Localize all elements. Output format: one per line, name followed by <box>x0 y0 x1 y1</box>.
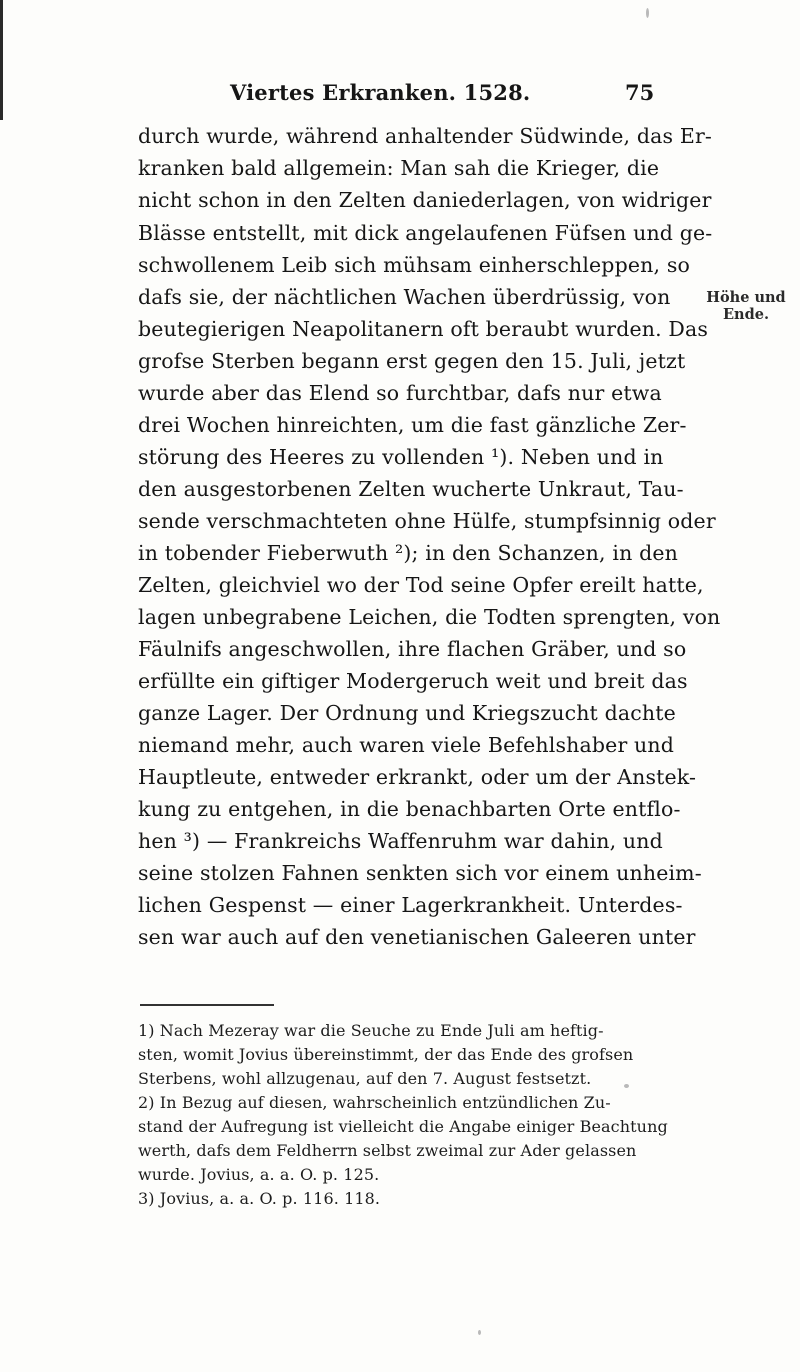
text-line: niemand mehr, auch waren viele Befehlshaber und <box>138 733 675 757</box>
text-line: lichen Gespenst — einer Lagerkrankheit. Unterdes- <box>138 893 683 917</box>
footnote-line: 1) Nach Mezeray war die Seuche zu Ende Juli am heftig- <box>138 1021 604 1040</box>
text-line: dafs sie, der nächtlichen Wachen überdrüssig, von <box>138 285 671 309</box>
footnote-line: 2) In Bezug auf diesen, wahrscheinlich entzündlichen Zu- <box>138 1093 611 1112</box>
running-head <box>0 80 800 110</box>
text-line: Fäulnifs angeschwollen, ihre flachen Gräber, und so <box>138 637 687 661</box>
footnote-line: wurde. Jovius, a. a. O. p. 125. <box>138 1165 380 1184</box>
marginal-note: Höhe und Ende. <box>706 289 786 323</box>
text-line: seine stolzen Fahnen senkten sich vor einem unheim- <box>138 861 702 885</box>
text-line: drei Wochen hinreichten, um die fast gänzliche Zer- <box>138 413 687 437</box>
text-line: sende verschmachteten ohne Hülfe, stumpfsinnig oder <box>138 509 716 533</box>
text-line: hen ³) — Frankreichs Waffenruhm war dahin, und <box>138 829 663 853</box>
footnote-line: Sterbens, wohl allzugenau, auf den 7. August festsetzt. <box>138 1069 592 1088</box>
text-line: durch wurde, während anhaltender Südwinde, das Er- <box>138 124 712 148</box>
page-number: 75 <box>625 80 655 105</box>
footnote-line: 3) Jovius, a. a. O. p. 116. 118. <box>138 1189 381 1208</box>
paper-speck <box>478 1330 481 1335</box>
text-line: nicht schon in den Zelten daniederlagen, von widriger <box>138 188 712 212</box>
footnote-rule <box>140 1004 274 1006</box>
text-line: Blässe entstellt, mit dick angelaufenen Füfsen und ge- <box>138 221 713 245</box>
text-line: Zelten, gleichviel wo der Tod seine Opfer ereilt hatte, <box>138 573 704 597</box>
text-line: kranken bald allgemein: Man sah die Krieger, die <box>138 156 660 180</box>
paper-speck <box>624 1084 629 1088</box>
text-line: ganze Lager. Der Ordnung und Kriegszucht dachte <box>138 701 676 725</box>
text-line: beutegierigen Neapolitanern oft beraubt wurden. Das <box>138 317 709 341</box>
text-line: erfüllte ein giftiger Modergeruch weit und breit das <box>138 669 688 693</box>
running-title: Viertes Erkranken. 1528. <box>230 80 531 105</box>
text-line: wurde aber das Elend so furchtbar, dafs nur etwa <box>138 381 662 405</box>
text-line: grofse Sterben begann erst gegen den 15. Juli, jetzt <box>138 349 686 373</box>
footnote-line: werth, dafs dem Feldherrn selbst zweimal zur Ader gelassen <box>138 1141 637 1160</box>
footnote-line: stand der Aufregung ist vielleicht die Angabe einiger Beachtung <box>138 1117 668 1136</box>
text-line: lagen unbegrabene Leichen, die Todten sprengten, von <box>138 605 721 629</box>
text-line: störung des Heeres zu vollenden ¹). Neben und in <box>138 445 664 469</box>
text-line: in tobender Fieberwuth ²); in den Schanzen, in den <box>138 541 678 565</box>
footnote-line: sten, womit Jovius übereinstimmt, der das Ende des grofsen <box>138 1045 634 1064</box>
text-line: den ausgestorbenen Zelten wucherte Unkraut, Tau- <box>138 477 684 501</box>
text-line: kung zu entgehen, in die benachbarten Orte entflo- <box>138 797 681 821</box>
text-line: schwollenem Leib sich mühsam einherschleppen, so <box>138 253 690 277</box>
text-line: Hauptleute, entweder erkrankt, oder um der Anstek- <box>138 765 697 789</box>
paper-speck <box>646 8 649 18</box>
text-line: sen war auch auf den venetianischen Galeeren unter <box>138 925 696 949</box>
